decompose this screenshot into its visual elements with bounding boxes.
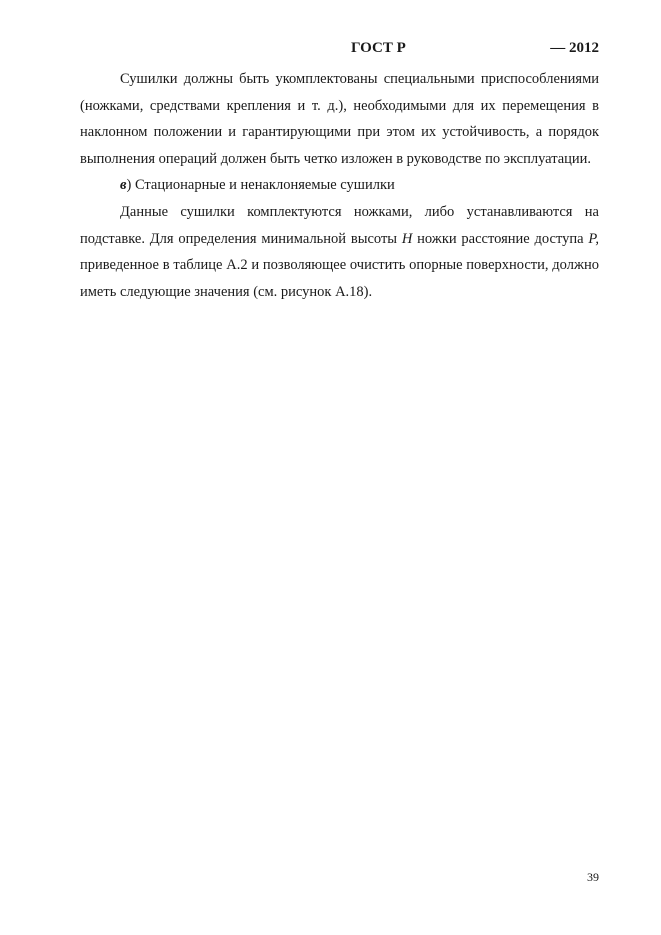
- subsection-title: ) Стационарные и ненаклоняемые сушилки: [126, 177, 395, 194]
- paragraph-text-part-2: ножки расстояние доступа: [412, 230, 589, 247]
- paragraph-text-part-3: приведенное в таблице А.2 и позволяющее очистить опорные поверхности, должно иметь следующие значения (см. рисунок А.18).: [80, 257, 599, 300]
- paragraph-stationary-dryers: [80, 199, 599, 305]
- height-symbol: H: [401, 230, 413, 247]
- subsection-marker: в: [120, 177, 127, 194]
- distance-symbol: P,: [588, 230, 600, 247]
- paragraph-text-part-1: Данные сушилки комплектуются ножками, либо устанавливаются на подставке. Для определения минимальной высоты: [80, 203, 599, 247]
- subsection-heading: [80, 172, 599, 199]
- page-number: 39: [587, 870, 599, 884]
- header-standard-label: ГОСТ Р: [351, 40, 406, 56]
- header-year-label: — 2012: [550, 40, 599, 56]
- body-text: [80, 66, 599, 305]
- paragraph-dryers-accessories: Сушилки должны быть укомплектованы специальными приспособлениями (ножками, средствами крепления и т. д.), необходимыми для их перемещения в наклонном положении и гарантирующими при этом их устойчивость, а порядок выполнения операций должен быть четко изложен в руководстве по эксплуатации.: [80, 71, 599, 167]
